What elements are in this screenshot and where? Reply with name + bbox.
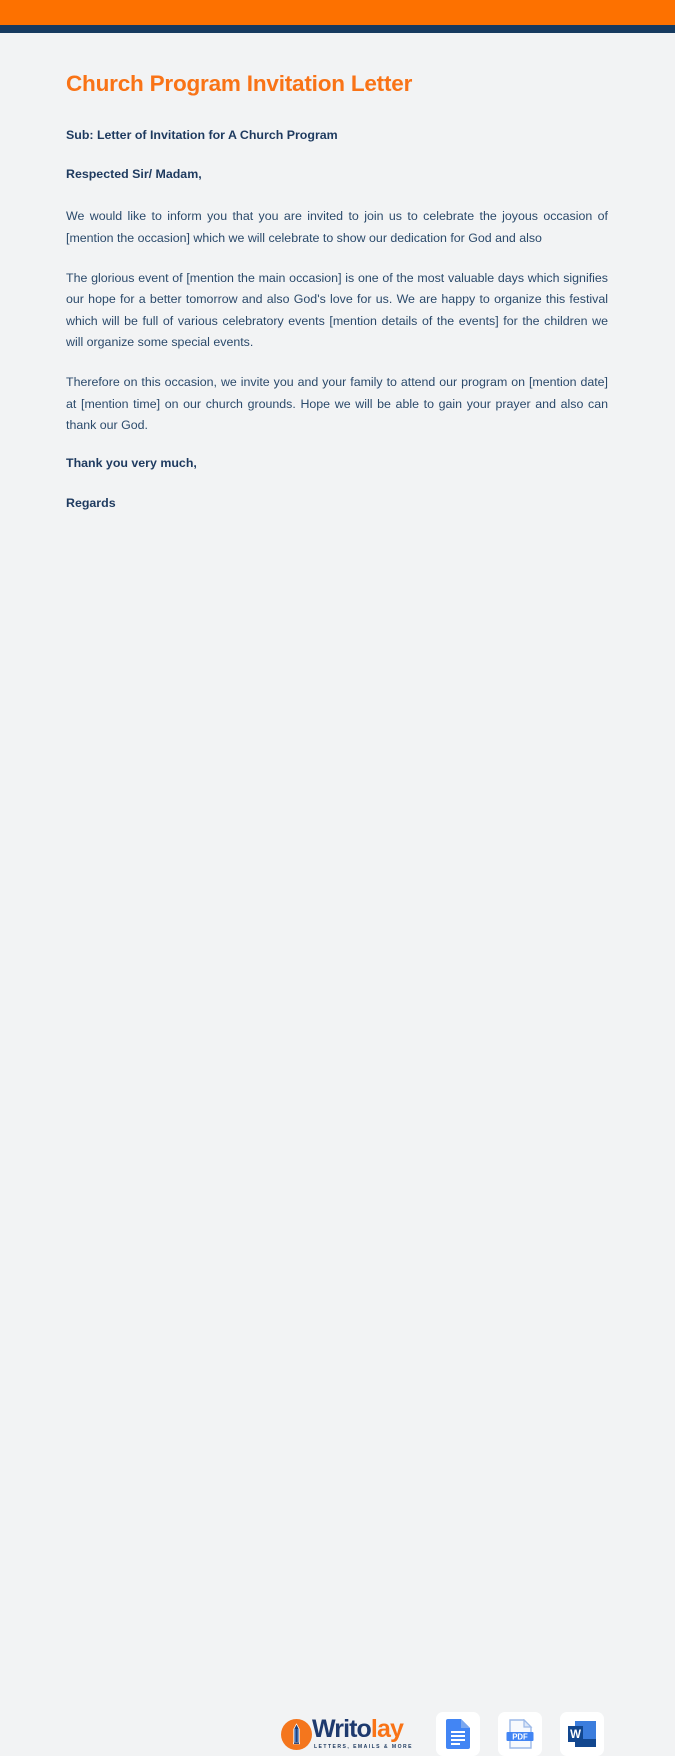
download-google-docs-button[interactable] (436, 1712, 480, 1756)
letter-regards: Regards (66, 496, 116, 511)
word-badge-text: W (570, 1729, 581, 1741)
writolay-wordmark (312, 1715, 413, 1750)
letter-paragraph-3: Therefore on this occasion, we invite you and your family to attend our program on [mention date] at [mention time] on our church grounds. Hope we will be able to gain your prayer and also can thank our God. (66, 375, 608, 433)
writolay-name-part1: Writo (312, 1715, 371, 1744)
letter-page (0, 33, 675, 1750)
letter-salutation: Respected Sir/ Madam, (66, 166, 202, 181)
writolay-logo[interactable] (281, 1716, 413, 1752)
pdf-badge-text: PDF (512, 1732, 528, 1742)
writolay-name-part2: lay (370, 1715, 403, 1744)
download-pdf-button[interactable] (498, 1712, 542, 1756)
writolay-pen-icon (281, 1719, 312, 1750)
download-word-button[interactable] (560, 1712, 604, 1756)
pdf-file-icon (506, 1719, 534, 1749)
letter-subject: Sub: Letter of Invitation for A Church Program (66, 128, 338, 142)
writolay-name (312, 1715, 413, 1744)
footer (0, 869, 675, 1750)
google-docs-icon (446, 1719, 470, 1749)
letter-paragraph-2: The glorious event of [mention the main occasion] is one of the most valuable days which signifies our hope for a better tomorrow and also God's love for us. We are happy to organize this festival which will be full of various celebratory events [mention details of the events] for the children we will organize some special events. (66, 271, 608, 350)
page-title: Church Program Invitation Letter (66, 71, 413, 96)
writolay-tagline: LETTERS, EMAILS & MORE (314, 1743, 413, 1750)
header-navy-bar (0, 25, 675, 33)
letter-closing: Thank you very much, (66, 456, 197, 471)
letter-content (66, 70, 608, 512)
ms-word-icon (567, 1719, 597, 1749)
header-orange-bar (0, 0, 675, 25)
download-format-list (436, 1712, 604, 1756)
letter-paragraph-1: We would like to inform you that you are invited to join us to celebrate the joyous occasion of [mention the occasion] which we will celebrate to show our dedication for God and also (66, 209, 608, 245)
